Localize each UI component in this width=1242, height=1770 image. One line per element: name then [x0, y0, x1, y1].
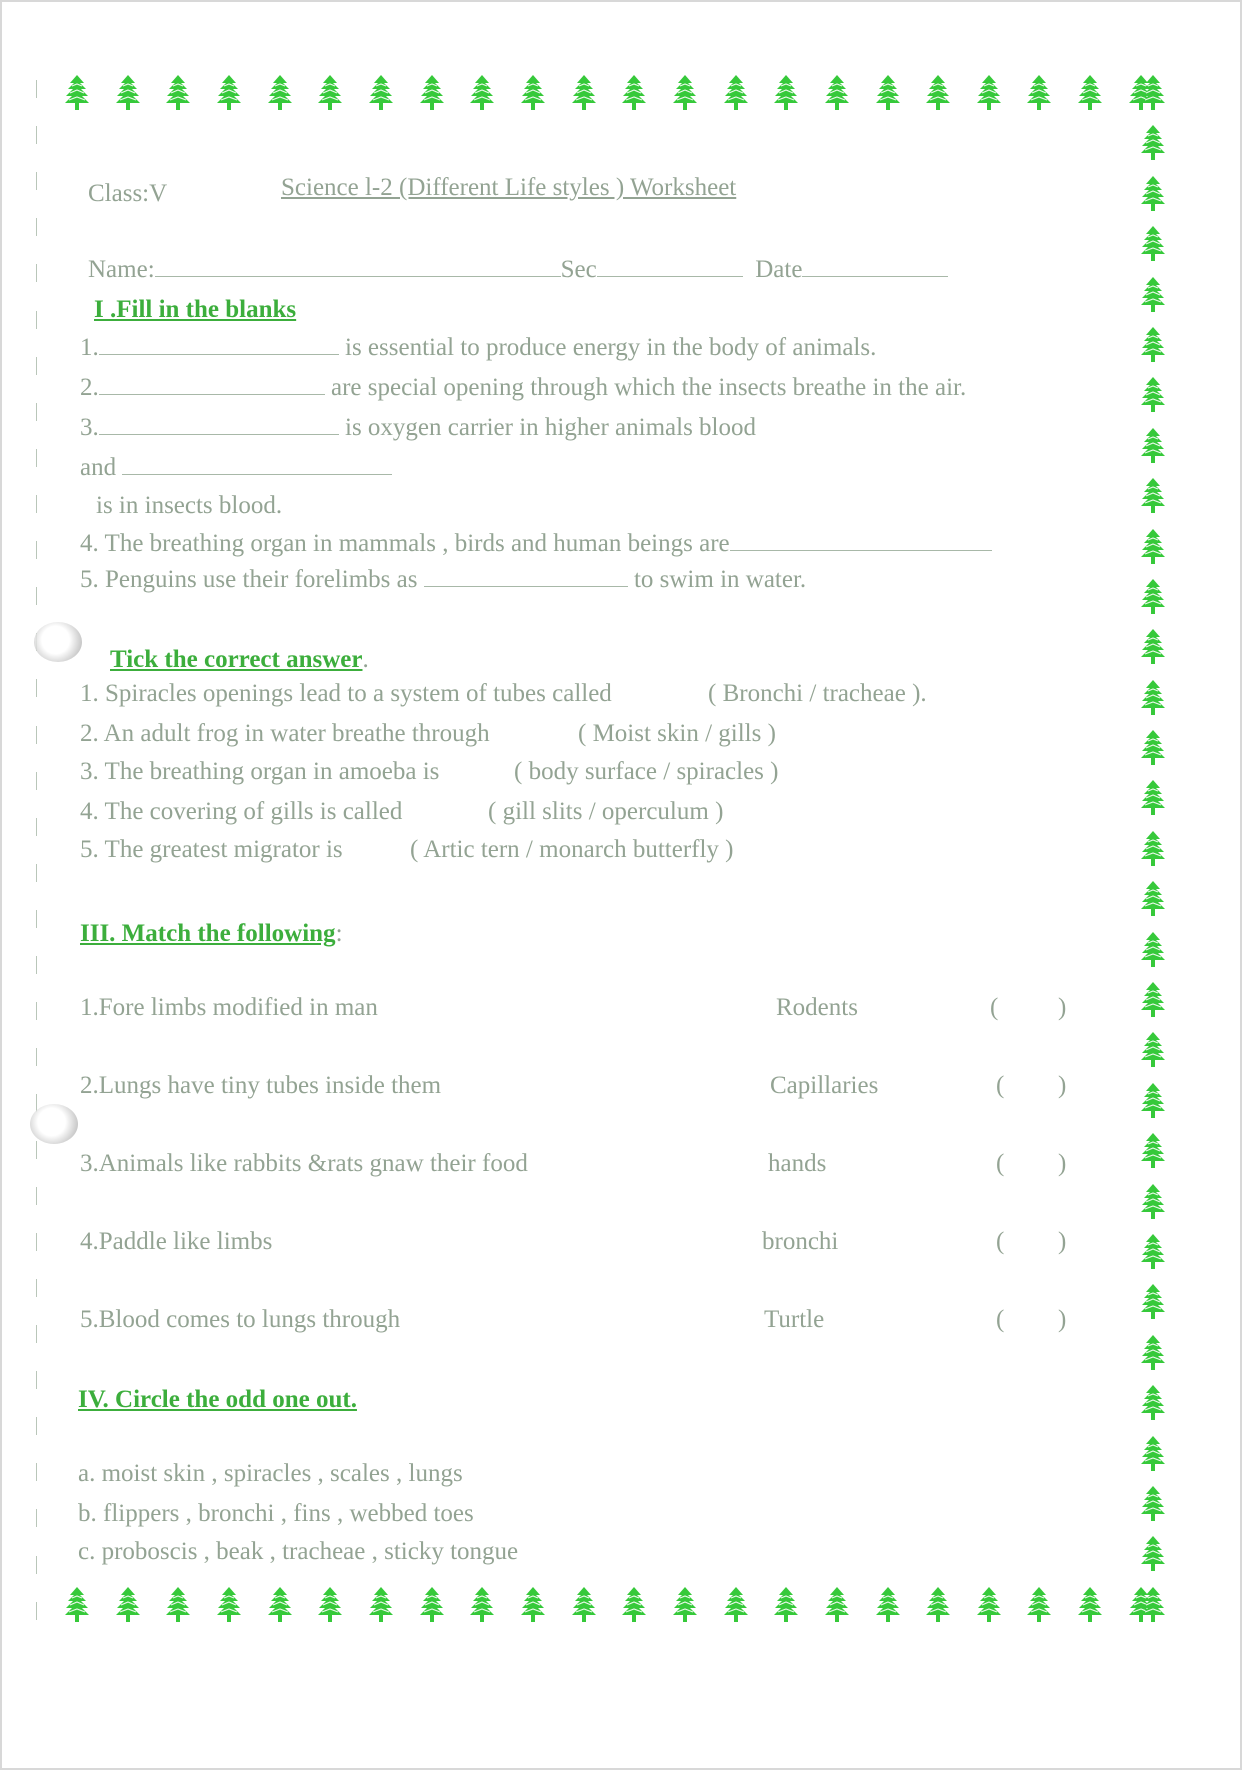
border-bottom-tree-icon	[165, 1586, 191, 1624]
margin-tick-mark	[36, 1048, 40, 1066]
match-left-item: 3.Animals like rabbits &rats gnaw their food	[80, 1150, 528, 1177]
border-right-tree-icon	[1140, 628, 1166, 666]
answer-paren-open[interactable]: (	[996, 1150, 1005, 1177]
border-top-tree-icon	[216, 74, 242, 112]
fill-q2	[80, 374, 966, 402]
fill-q1	[80, 334, 876, 362]
worksheet-title: Science l-2 (Different Life styles ) Worksheet	[281, 174, 737, 201]
margin-tick-mark	[36, 403, 40, 421]
tick-options[interactable]: ( Moist skin / gills )	[578, 720, 776, 747]
sec-blank[interactable]	[597, 256, 743, 277]
border-top-tree-icon	[571, 74, 597, 112]
margin-tick-mark	[36, 126, 40, 144]
border-bottom-tree-icon	[520, 1586, 546, 1624]
border-top-tree-icon	[1077, 74, 1103, 112]
border-top-tree-icon	[672, 74, 698, 112]
border-bottom-tree-icon	[64, 1586, 90, 1624]
margin-tick-mark	[36, 172, 40, 190]
date-label: Date	[755, 256, 803, 283]
border-right-tree-icon	[1140, 175, 1166, 213]
border-right-tree-icon	[1140, 1535, 1166, 1573]
border-bottom-tree-icon	[571, 1586, 597, 1624]
margin-tick-mark	[36, 495, 40, 513]
border-bottom-tree-icon	[925, 1586, 951, 1624]
border-top-tree-icon	[520, 74, 546, 112]
margin-tick-mark	[36, 956, 40, 974]
margin-tick-mark	[36, 449, 40, 467]
border-top-tree-icon	[875, 74, 901, 112]
border-bottom-tree-icon	[723, 1586, 749, 1624]
section-3-heading-row	[80, 920, 343, 948]
border-right-tree-icon	[1140, 1586, 1166, 1624]
match-right-item: Capillaries	[770, 1072, 879, 1099]
border-bottom-tree-icon	[317, 1586, 343, 1624]
fill-q3-text: is oxygen carrier in higher animals blood	[345, 414, 756, 441]
border-bottom-tree-icon	[1077, 1586, 1103, 1624]
border-right-tree-icon	[1140, 679, 1166, 717]
border-bottom-tree-icon	[469, 1586, 495, 1624]
border-bottom-tree-icon	[672, 1586, 698, 1624]
tick-question: 5. The greatest migrator is	[80, 836, 343, 863]
tree-border-bottom	[64, 1586, 1154, 1624]
border-right-tree-icon	[1140, 124, 1166, 162]
border-bottom-tree-icon	[773, 1586, 799, 1624]
border-top-tree-icon	[773, 74, 799, 112]
odd-one-out-item[interactable]: b. flippers , bronchi , fins , webbed toes	[78, 1500, 474, 1527]
border-bottom-tree-icon	[1026, 1586, 1052, 1624]
section-2-heading: Tick the correct answer	[110, 646, 363, 673]
margin-tick-mark	[36, 264, 40, 282]
border-top-tree-icon	[621, 74, 647, 112]
border-right-tree-icon	[1140, 528, 1166, 566]
name-label: Name:	[88, 256, 155, 283]
fill-q2-text: are special opening through which the insects breathe in the air.	[331, 374, 967, 401]
tick-options[interactable]: ( gill slits / operculum )	[488, 798, 724, 825]
tick-question: 1. Spiracles openings lead to a system of tubes called	[80, 680, 612, 707]
fill-q2-blank[interactable]	[99, 374, 325, 395]
section-3-heading: III. Match the following	[80, 920, 336, 947]
border-right-tree-icon	[1140, 427, 1166, 465]
answer-paren-close: )	[1058, 994, 1067, 1021]
border-bottom-tree-icon	[824, 1586, 850, 1624]
match-right-item: bronchi	[762, 1228, 839, 1255]
answer-paren-open[interactable]: (	[996, 1306, 1005, 1333]
border-top-tree-icon	[165, 74, 191, 112]
fill-q3-second-blank[interactable]	[122, 454, 392, 475]
margin-tick-mark	[36, 864, 40, 882]
border-right-tree-icon	[1140, 1435, 1166, 1473]
border-top-tree-icon	[925, 74, 951, 112]
fill-q2-number: 2.	[80, 374, 99, 401]
border-top-tree-icon	[1026, 74, 1052, 112]
match-right-item: hands	[768, 1150, 827, 1177]
section-2-heading-end: .	[362, 646, 369, 673]
match-left-item: 4.Paddle like limbs	[80, 1228, 273, 1255]
margin-tick-mark	[36, 818, 40, 836]
match-right-item: Rodents	[776, 994, 858, 1021]
margin-tick-mark	[36, 679, 40, 697]
margin-tick-mark	[36, 1556, 40, 1574]
date-blank[interactable]	[802, 256, 948, 277]
tick-options[interactable]: ( Bronchi / tracheae ).	[708, 680, 927, 707]
tick-question: 2. An adult frog in water breathe through	[80, 720, 490, 747]
fill-q5-text-a: 5. Penguins use their forelimbs as	[80, 566, 418, 593]
margin-tick-mark	[36, 1002, 40, 1020]
border-top-tree-icon	[419, 74, 445, 112]
border-right-tree-icon	[1140, 1132, 1166, 1170]
border-right-tree-icon	[1140, 578, 1166, 616]
section-2-heading-row	[110, 646, 369, 674]
fill-q1-blank[interactable]	[99, 334, 339, 355]
border-bottom-tree-icon	[976, 1586, 1002, 1624]
border-right-tree-icon	[1140, 1233, 1166, 1271]
border-right-tree-icon	[1140, 225, 1166, 263]
margin-tick-mark	[36, 357, 40, 375]
left-margin-ticks	[36, 80, 44, 1620]
border-right-tree-icon	[1140, 276, 1166, 314]
margin-tick-mark	[36, 772, 40, 790]
answer-paren-close: )	[1058, 1072, 1067, 1099]
fill-q3-and	[80, 454, 392, 482]
margin-tick-mark	[36, 218, 40, 236]
fill-q4-text: 4. The breathing organ in mammals , birds and human beings are	[80, 530, 730, 557]
fill-q1-text: is essential to produce energy in the body of animals.	[345, 334, 877, 361]
border-top-tree-icon	[723, 74, 749, 112]
border-right-tree-icon	[1140, 1384, 1166, 1422]
odd-one-out-item[interactable]: a. moist skin , spiracles , scales , lungs	[78, 1460, 463, 1487]
margin-tick-mark	[36, 541, 40, 559]
section-1-heading: I .Fill in the blanks	[94, 296, 297, 323]
fill-q4-blank[interactable]	[730, 530, 992, 551]
margin-tick-mark	[36, 726, 40, 744]
border-top-tree-icon	[368, 74, 394, 112]
tick-question: 3. The breathing organ in amoeba is	[80, 758, 440, 785]
margin-tick-mark	[36, 80, 40, 98]
border-top-tree-icon	[976, 74, 1002, 112]
border-right-tree-icon	[1140, 477, 1166, 515]
name-blank[interactable]	[155, 256, 561, 277]
border-bottom-tree-icon	[621, 1586, 647, 1624]
match-right-item: Turtle	[764, 1306, 825, 1333]
border-bottom-tree-icon	[419, 1586, 445, 1624]
tick-options[interactable]: ( body surface / spiracles )	[514, 758, 779, 785]
fill-q5-text-b: to swim in water.	[633, 566, 807, 593]
border-bottom-tree-icon	[115, 1586, 141, 1624]
answer-paren-open[interactable]: (	[996, 1228, 1005, 1255]
fill-q5	[80, 566, 806, 594]
tree-border-right	[1140, 74, 1166, 1624]
answer-paren-open[interactable]: (	[996, 1072, 1005, 1099]
punch-hole-bottom	[30, 1104, 78, 1144]
margin-tick-mark	[36, 1417, 40, 1435]
border-right-tree-icon	[1140, 1334, 1166, 1372]
border-right-tree-icon	[1140, 830, 1166, 868]
border-top-tree-icon	[115, 74, 141, 112]
answer-paren-close: )	[1058, 1306, 1067, 1333]
margin-tick-mark	[36, 1279, 40, 1297]
margin-tick-mark	[36, 1509, 40, 1527]
margin-tick-mark	[36, 910, 40, 928]
border-right-tree-icon	[1140, 1082, 1166, 1120]
tick-question: 4. The covering of gills is called	[80, 798, 403, 825]
border-right-tree-icon	[1140, 1283, 1166, 1321]
fill-q3-continued: is in insects blood.	[96, 492, 283, 519]
border-top-tree-icon	[824, 74, 850, 112]
fill-q4	[80, 530, 992, 558]
margin-tick-mark	[36, 311, 40, 329]
margin-tick-mark	[36, 1602, 40, 1620]
border-top-tree-icon	[469, 74, 495, 112]
border-right-tree-icon	[1140, 880, 1166, 918]
match-left-item: 1.Fore limbs modified in man	[80, 994, 378, 1021]
border-bottom-tree-icon	[216, 1586, 242, 1624]
margin-tick-mark	[36, 587, 40, 605]
margin-tick-mark	[36, 1187, 40, 1205]
answer-paren-close: )	[1058, 1228, 1067, 1255]
border-right-tree-icon	[1140, 74, 1166, 112]
odd-one-out-item[interactable]: c. proboscis , beak , tracheae , sticky tongue	[78, 1538, 519, 1565]
fill-q1-number: 1.	[80, 334, 99, 361]
margin-tick-mark	[36, 1463, 40, 1481]
margin-tick-mark	[36, 1141, 40, 1159]
fill-q3-blank[interactable]	[99, 414, 339, 435]
fill-q3	[80, 414, 756, 442]
border-top-tree-icon	[267, 74, 293, 112]
border-right-tree-icon	[1140, 779, 1166, 817]
border-right-tree-icon	[1140, 981, 1166, 1019]
class-label: Class:V	[88, 180, 168, 207]
section-4-heading: IV. Circle the odd one out.	[78, 1386, 357, 1413]
border-right-tree-icon	[1140, 326, 1166, 364]
fill-q3-and-label: and	[80, 454, 117, 481]
border-right-tree-icon	[1140, 376, 1166, 414]
border-top-tree-icon	[317, 74, 343, 112]
match-left-item: 5.Blood comes to lungs through	[80, 1306, 401, 1333]
answer-paren-open[interactable]: (	[990, 994, 999, 1021]
section-3-heading-end: :	[335, 920, 343, 947]
border-top-tree-icon	[64, 74, 90, 112]
border-bottom-tree-icon	[267, 1586, 293, 1624]
name-row	[88, 256, 948, 284]
match-left-item: 2.Lungs have tiny tubes inside them	[80, 1072, 442, 1099]
sec-label: Sec	[560, 256, 597, 283]
fill-q3-number: 3.	[80, 414, 99, 441]
tree-border-top	[64, 74, 1154, 112]
margin-tick-mark	[36, 1325, 40, 1343]
punch-hole-top	[34, 622, 82, 662]
border-right-tree-icon	[1140, 729, 1166, 767]
answer-paren-close: )	[1058, 1150, 1067, 1177]
fill-q5-blank[interactable]	[424, 566, 628, 587]
margin-tick-mark	[36, 1371, 40, 1389]
border-right-tree-icon	[1140, 931, 1166, 969]
border-right-tree-icon	[1140, 1485, 1166, 1523]
border-right-tree-icon	[1140, 1031, 1166, 1069]
tick-options[interactable]: ( Artic tern / monarch butterfly )	[410, 836, 734, 863]
border-bottom-tree-icon	[875, 1586, 901, 1624]
border-bottom-tree-icon	[368, 1586, 394, 1624]
margin-tick-mark	[36, 1233, 40, 1251]
border-right-tree-icon	[1140, 1183, 1166, 1221]
